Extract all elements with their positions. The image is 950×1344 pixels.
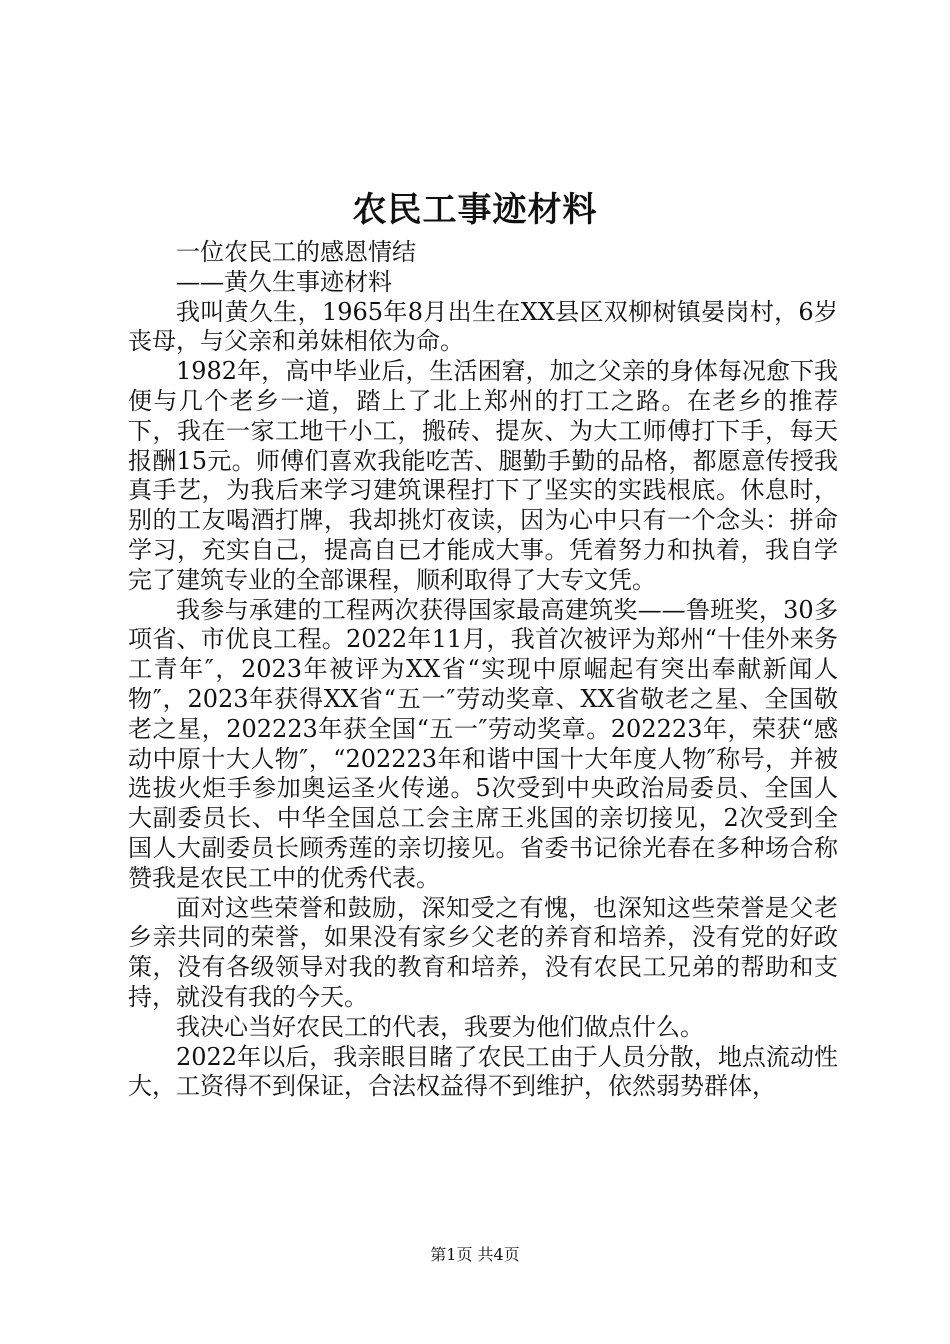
paragraph-early-work: 1982年，高中毕业后，生活困窘，加之父亲的身体每况愈下我便与几个老乡一道，踏上了北上郑州的打工之路。在老乡的推荐下，我在一家工地干小工，搬砖、提灰、为大工师傅打下手，每天报酬15元。师傅们喜欢我能吃苦、腿勤手勤的品格，都愿意传授我真手艺，为我后来学习建筑课程打下了坚实的实践根底。休息时，别的工友喝酒打牌，我却挑灯夜读，因为心中只有一个念头：拼命学习，充实自己，提高自已才能成大事。凭着努力和执着，我自学完了建筑专业的全部课程，顺利取得了大专文凭。 (128, 357, 838, 594)
paragraph-intro: 我叫黄久生，1965年8月出生在XX县区双柳树镇晏岗村，6岁丧母，与父亲和弟妹相依为命。 (128, 297, 838, 356)
subtitle-source: ——黄久生事迹材料 (176, 267, 392, 296)
paragraph-honors: 我参与承建的工程两次获得国家最高建筑奖——鲁班奖，30多项省、市优良工程。2022年11月，我首次被评为郑州“十佳外来务工青年″，2023年被评为XX省“实现中原崛起有突出奉献新闻人物″，2023年获得XX省“五一″劳动奖章、XX省敬老之星、全国敬老之星，202223年获全国“五一″劳动奖章。202223年，荣获“感动中原十大人物″，“202223年和谐中国十大年度人物″称号，并被选拔火炬手参加奥运圣火传递。5次受到中央政治局委员、全国人大副委员长、中华全国总工会主席王兆国的亲切接见，2次受到全国人大副委员长顾秀莲的亲切接见。省委书记徐光春在多种场合称赞我是农民工中的优秀代表。 (128, 595, 838, 892)
paragraph-observation: 2022年以后，我亲眼目睹了农民工由于人员分散，地点流动性大，工资得不到保证，合法权益得不到维护，依然弱势群体， (128, 1042, 838, 1101)
subtitle: 一位农民工的感恩情结 (176, 238, 416, 266)
document-title: 农民工事迹材料 (352, 190, 598, 230)
paragraph-gratitude: 面对这些荣誉和鼓励，深知受之有愧，也深知这些荣誉是父老乡亲共同的荣誉，如果没有家乡父老的养育和培养，没有党的好政策，没有各级领导对我的教育和培养，没有农民工兄弟的帮助和支持，就没有我的今天。 (128, 893, 838, 1011)
page-number-footer: 第1页 共4页 (430, 1245, 520, 1264)
paragraph-resolve: 我决心当好农民工的代表，我要为他们做点什么。 (176, 1012, 704, 1041)
document-body (128, 238, 838, 1102)
